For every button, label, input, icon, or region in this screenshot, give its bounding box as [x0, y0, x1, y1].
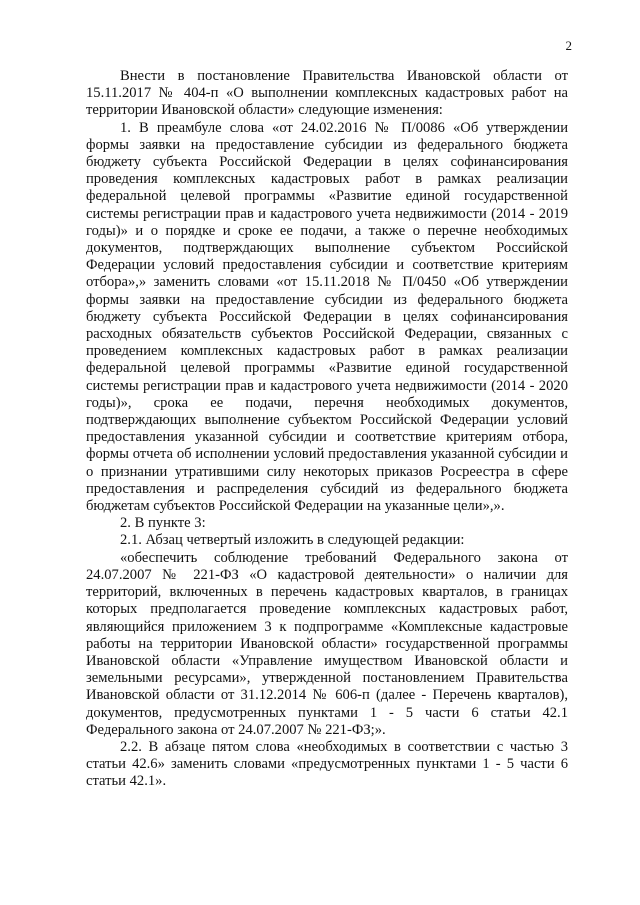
paragraph-item-2-2: 2.2. В абзаце пятом слова «необходимых в соответствии с частью 3 статьи 42.6» заменить словами «предусмотренных пунктами 1 - 5 части 6 статьи 42.1». — [86, 738, 568, 790]
page-number: 2 — [565, 38, 572, 53]
paragraph-item-1-preamble: 1. В преамбуле слова «от 24.02.2016 № П/0086 «Об утверждении формы заявки на предоставление субсидии из федерального бюджета бюджету субъекта Российской Федерации в целях софинансирования проведения комплексных кадастровых работ в рамках реализации федеральной целевой программы «Развитие единой государственной системы регистрации прав и кадастрового учета недвижимости (2014 - 2019 годы)» и о порядке и сроке ее подачи, а также о перечне необходимых документов, подтверждающих выполнение субъектом Российской Федерации условий предоставления субсидии и соответствие критериям отбора»,» заменить словами «от 15.11.2018 № П/0450 «Об утверждении формы заявки на предоставление субсидии из федерального бюджета бюджету субъекта Российской Федерации в целях софинансирования расходных обязательств субъектов Российской Федерации, связанных с проведением комплексных кадастровых работ в рамках реализации федеральной целевой программы «Развитие единой государственной системы регистрации прав и кадастрового учета недвижимости (2014 - 2020 годы)», срока ее подачи, перечня необходимых документов, подтверждающих выполнение субъектом Российской Федерации условий предоставления указанной субсидии и соответствие критериям отбора, формы отчета об исполнении условий предоставления указанной субсидии и о признании утратившими силу некоторых приказов Росреестра в сфере предоставления и распределения субсидий из федерального бюджета бюджетам субъектов Российской Федерации на указанные цели»,». — [86, 119, 568, 515]
document-body — [86, 68, 568, 791]
paragraph-intro: Внести в постановление Правительства Ивановской области от 15.11.2017 № 404-п «О выполнении комплексных кадастровых работ на территории Ивановской области» следующие изменения: — [86, 68, 568, 119]
paragraph-item-2-1-text: «обеспечить соблюдение требований Федерального закона от 24.07.2007 № 221-ФЗ «О кадастровой деятельности» о наличии для территорий, включенных в перечень кадастровых кварталов, в границах которых предполагается проведение комплексных кадастровых работ, являющийся приложением 3 к подпрограмме «Комплексные кадастровые работы на территории Ивановской области» государственной программы Ивановской области «Управление имуществом Ивановской области и земельными ресурсами», утвержденной постановлением Правительства Ивановской области от 31.12.2014 № 606-п (далее - Перечень кварталов), документов, предусмотренных пунктами 1 - 5 части 6 статьи 42.1 Федерального закона от 24.07.2007 № 221-ФЗ;». — [86, 549, 568, 738]
paragraph-item-2-1-heading: 2.1. Абзац четвертый изложить в следующей редакции: — [120, 532, 465, 549]
paragraph-item-2-heading: 2. В пункте 3: — [120, 515, 206, 532]
